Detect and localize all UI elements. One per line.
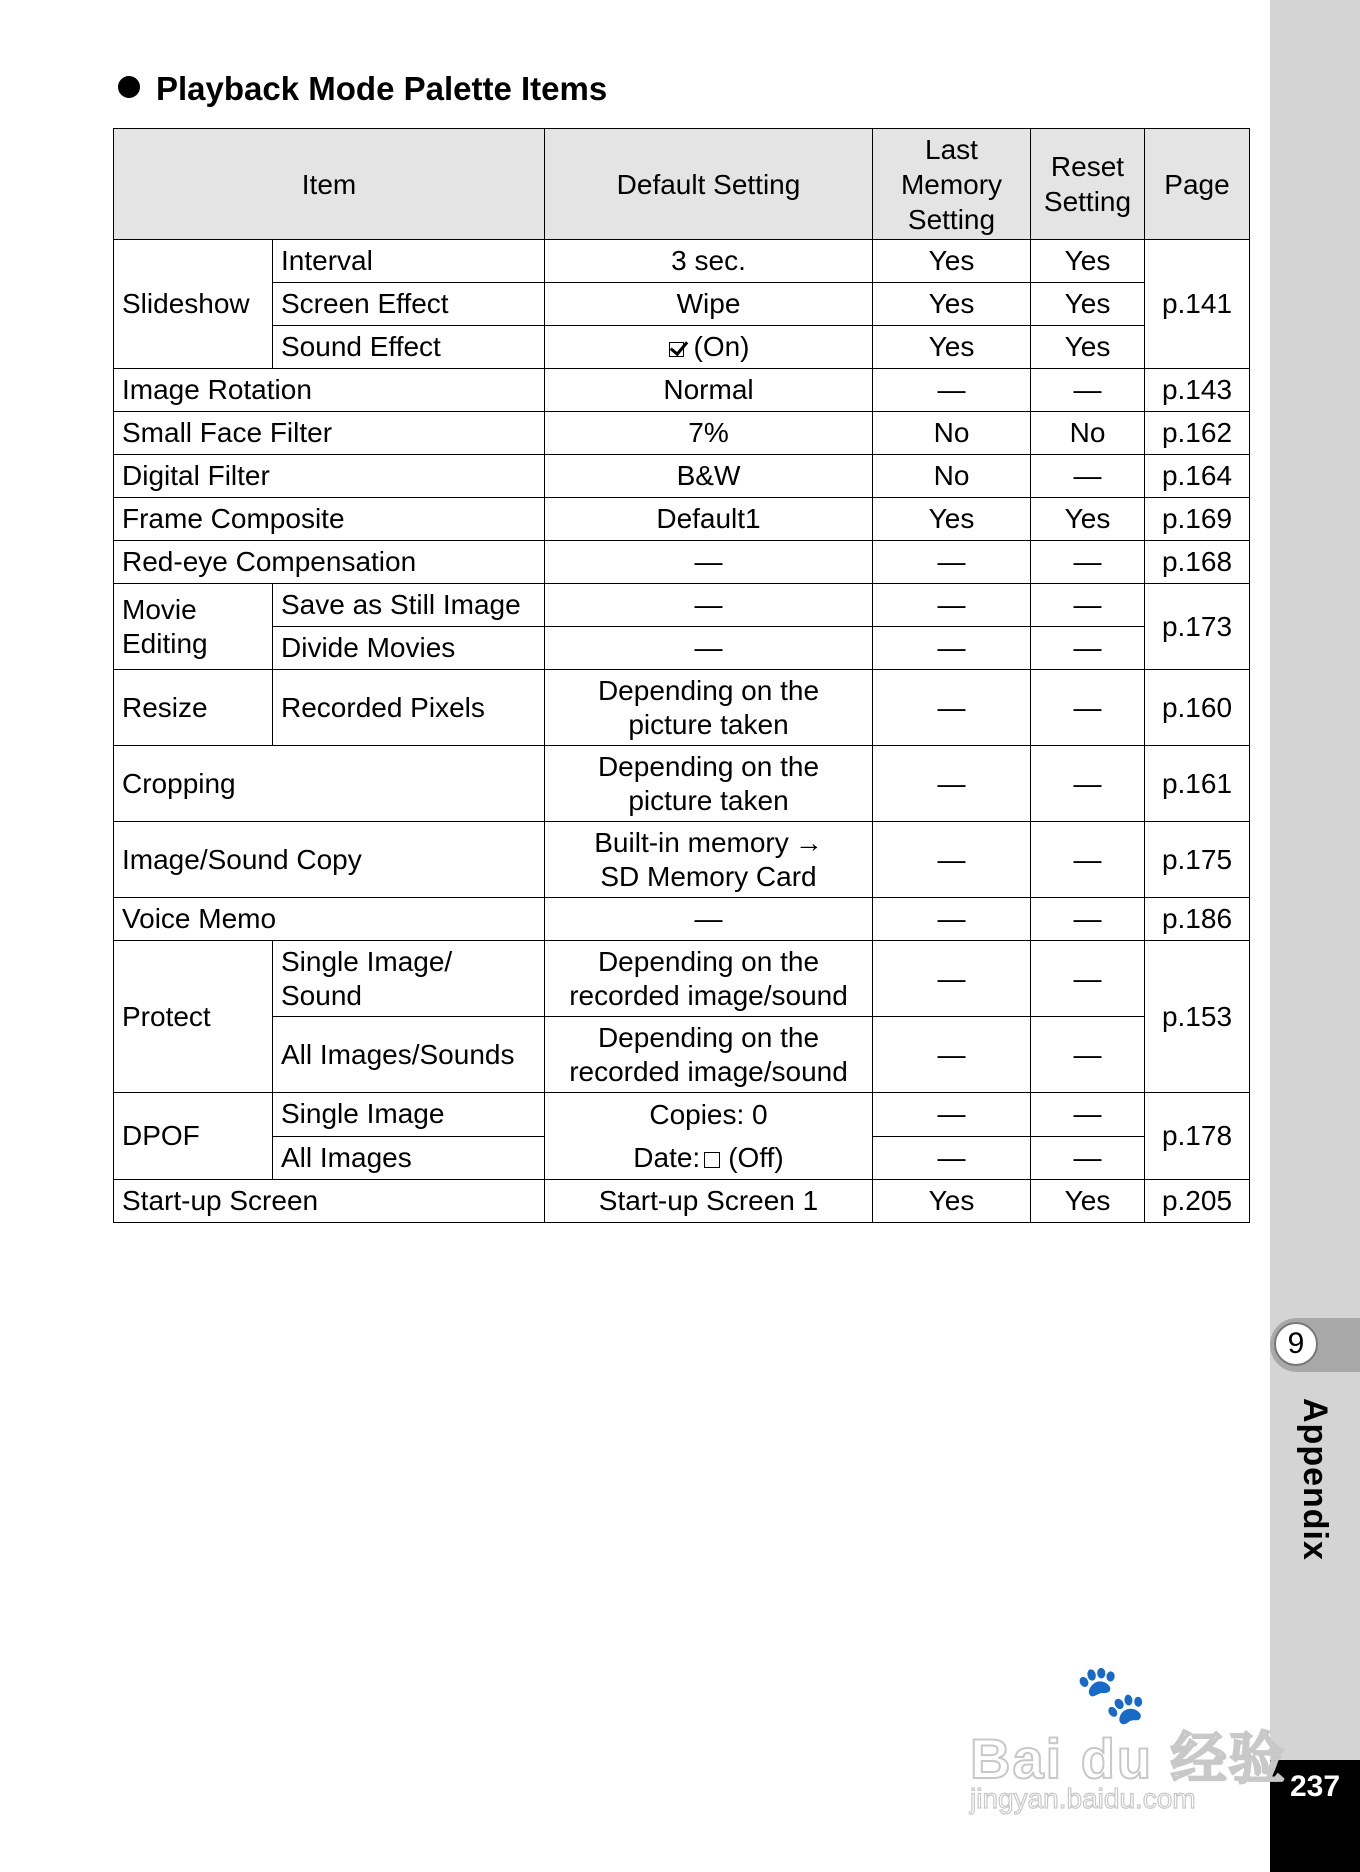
item-cell: Interval [273,240,545,283]
default-cell [545,670,873,746]
default-cell: 7% [545,412,873,455]
watermark-logo: Bai du 经验 [970,1727,1287,1790]
last-memory-cell: — [873,541,1031,584]
table-row [114,670,1250,746]
item-cell: Voice Memo [114,898,545,941]
default-line: recorded image/sound [569,979,848,1011]
item-cell: Save as Still Image [273,584,545,627]
section-heading [118,70,607,108]
reset-cell: — [1031,670,1145,746]
last-memory-cell: — [873,670,1031,746]
default-line: Depending on the [597,945,820,977]
last-memory-cell: — [873,1136,1031,1180]
page-cell: p.164 [1145,455,1250,498]
default-cell: B&W [545,455,873,498]
header-default-setting: Default Setting [545,129,873,240]
default-cell: 3 sec. [545,240,873,283]
reset-cell: — [1031,455,1145,498]
item-cell: Divide Movies [273,627,545,670]
item-line: Sound [281,979,362,1011]
default-line: Depending on the [597,750,820,782]
default-line: recorded image/sound [569,1055,848,1087]
last-memory-cell: Yes [873,1180,1031,1223]
group-cell: DPOF [114,1093,273,1180]
reset-cell: — [1031,941,1145,1017]
page-cell: p.205 [1145,1180,1250,1223]
header-last-memory [873,129,1031,240]
table-row [114,240,1250,283]
page-cell: p.168 [1145,541,1250,584]
last-memory-cell: — [873,584,1031,627]
last-memory-cell: — [873,822,1031,898]
header-last-memory-line: Memory [900,168,1003,200]
last-memory-cell: — [873,1093,1031,1137]
table-row [114,498,1250,541]
default-line: Depending on the [597,674,820,706]
default-cell: — [545,584,873,627]
table-row [114,326,1250,369]
table-row [114,541,1250,584]
item-cell: Digital Filter [114,455,545,498]
header-last-memory-line: Setting [907,203,996,235]
reset-cell: — [1031,1136,1145,1180]
group-cell [114,584,273,670]
palette-table [113,128,1250,1223]
reset-cell: Yes [1031,498,1145,541]
section-heading-text: Playback Mode Palette Items [156,70,608,107]
default-cell [545,1017,873,1093]
watermark [965,1662,1287,1815]
last-memory-cell: — [873,1017,1031,1093]
page-cell: p.169 [1145,498,1250,541]
table-row [114,283,1250,326]
item-cell: Recorded Pixels [273,670,545,746]
checkbox-empty-icon [704,1152,720,1168]
page-cell: p.153 [1145,941,1250,1093]
item-cell: Frame Composite [114,498,545,541]
default-cell: Normal [545,369,873,412]
table-row [114,1180,1250,1223]
bullet-icon [118,76,140,98]
header-page: Page [1145,129,1250,240]
reset-cell: — [1031,822,1145,898]
watermark-url: jingyan.baidu.com [970,1783,1196,1814]
item-cell: Screen Effect [273,283,545,326]
default-cell [545,326,873,369]
last-memory-cell: — [873,941,1031,1017]
right-arrow-icon: → [794,826,823,858]
table-row [114,412,1250,455]
item-cell: Red-eye Compensation [114,541,545,584]
last-memory-cell: Yes [873,326,1031,369]
reset-cell: Yes [1031,283,1145,326]
page-cell: p.173 [1145,584,1250,670]
page-cell: p.141 [1145,240,1250,369]
item-cell: Single Image [273,1093,545,1137]
item-cell: Sound Effect [273,326,545,369]
item-cell: All Images/Sounds [273,1017,545,1093]
header-reset-line: Reset [1050,151,1125,182]
default-line: Built-in memory [594,826,789,858]
reset-cell: — [1031,1093,1145,1137]
page-cell: p.175 [1145,822,1250,898]
reset-cell: — [1031,898,1145,941]
chapter-label: Appendix [1296,1398,1334,1561]
header-last-memory-line: Last [925,133,978,165]
item-cell: Image/Sound Copy [114,822,545,898]
default-cell: Wipe [545,283,873,326]
default-line: (Off) [728,1142,784,1173]
table-row [114,941,1250,1017]
page-cell: p.143 [1145,369,1250,412]
item-cell: Cropping [114,746,545,822]
reset-cell: — [1031,369,1145,412]
default-line: SD Memory Card [600,860,817,892]
group-cell: Resize [114,670,273,746]
table-row [114,627,1250,670]
item-cell: Start-up Screen [114,1180,545,1223]
table-row [114,746,1250,822]
last-memory-cell: — [873,369,1031,412]
header-reset-line: Setting [1043,186,1132,217]
default-line: picture taken [628,784,789,816]
page-cell: p.186 [1145,898,1250,941]
default-line: Date: [633,1142,701,1173]
paw-icon: 🐾 [1075,1662,1148,1727]
group-cell: Slideshow [114,240,273,369]
reset-cell: — [1031,1017,1145,1093]
table-row [114,1093,1250,1137]
last-memory-cell: Yes [873,240,1031,283]
table-row [114,1017,1250,1093]
table-row [114,822,1250,898]
table-row [114,584,1250,627]
default-text: (On) [693,331,750,362]
table-header-row [114,129,1250,240]
reset-cell: — [1031,746,1145,822]
page-cell: p.161 [1145,746,1250,822]
default-line: picture taken [628,708,789,740]
reset-cell: Yes [1031,240,1145,283]
default-cell: Start-up Screen 1 [545,1180,873,1223]
reset-cell: Yes [1031,1180,1145,1223]
default-cell: Default1 [545,498,873,541]
item-cell [273,941,545,1017]
reset-cell: No [1031,412,1145,455]
last-memory-cell: No [873,412,1031,455]
page-number: 237 [1289,1770,1341,1803]
item-cell: Image Rotation [114,369,545,412]
reset-cell: Yes [1031,326,1145,369]
chapter-number: 9 [1274,1322,1318,1366]
default-cell [545,941,873,1017]
checkbox-checked-icon [668,338,688,358]
item-cell: Small Face Filter [114,412,545,455]
default-cell: — [545,898,873,941]
last-memory-cell: Yes [873,283,1031,326]
default-cell [545,1093,873,1180]
header-item: Item [114,129,545,240]
item-line: Single Image/ [281,945,453,977]
reset-cell: — [1031,627,1145,670]
reset-cell: — [1031,584,1145,627]
table-row [114,455,1250,498]
default-cell: — [545,541,873,584]
last-memory-cell: No [873,455,1031,498]
reset-cell: — [1031,541,1145,584]
last-memory-cell: — [873,746,1031,822]
default-line: Depending on the [597,1021,820,1053]
default-line: Copies: 0 [649,1099,768,1130]
group-line: Editing [122,627,208,659]
group-line: Movie [122,593,197,625]
item-cell: All Images [273,1136,545,1180]
table-row [114,369,1250,412]
page-cell: p.178 [1145,1093,1250,1180]
header-reset-setting [1031,129,1145,240]
last-memory-cell: — [873,627,1031,670]
default-cell [545,822,873,898]
default-cell: — [545,627,873,670]
table-row [114,898,1250,941]
group-cell: Protect [114,941,273,1093]
default-cell [545,746,873,822]
page-cell: p.160 [1145,670,1250,746]
last-memory-cell: Yes [873,498,1031,541]
side-margin-bar [1270,0,1360,1872]
page-cell: p.162 [1145,412,1250,455]
last-memory-cell: — [873,898,1031,941]
